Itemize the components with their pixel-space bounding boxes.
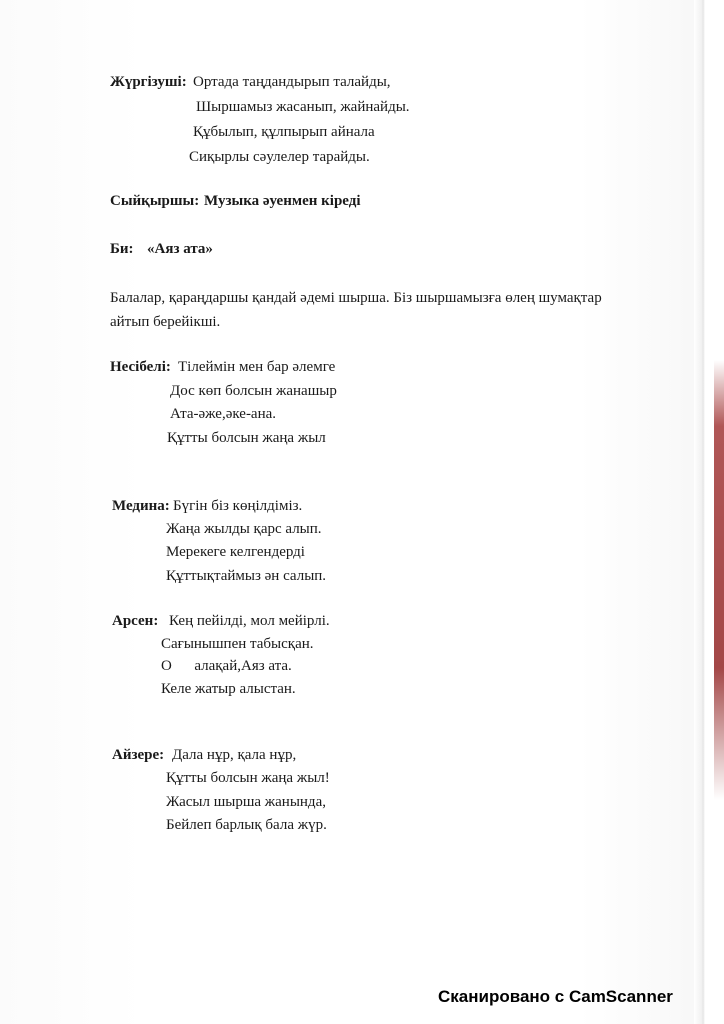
speaker-nesibeli: Несібелі:: [110, 359, 171, 375]
speaker-medina: Медина:: [112, 498, 170, 514]
verse-line: Дос көп болсын жанашыр: [170, 383, 337, 399]
speaker-zhurgizushi: Жүргізуші:: [110, 74, 187, 90]
verse-line: Бейлеп барлық бала жүр.: [166, 817, 327, 833]
verse-line: Жаңа жылды қарс алып.: [166, 521, 322, 537]
verse-line: Кең пейілді, мол мейірлі.: [169, 613, 330, 629]
intro-line: Балалар, қараңдаршы қандай әдемі шырша. Біз шыршамызға өлең шумақтар: [110, 290, 602, 306]
verse-line: Тілеймін мен бар әлемге: [178, 359, 336, 375]
verse-line: Бүгін біз көңілдіміз.: [173, 498, 303, 514]
verse-line: Құтты болсын жаңа жыл: [167, 430, 326, 446]
verse-line: Мерекеге келгендерді: [166, 544, 305, 560]
verse-line: Ата-әже,әке-ана.: [170, 406, 277, 422]
verse-line: Жасыл шырша жанында,: [166, 794, 326, 810]
verse-line: Дала нұр, қала нұр,: [172, 747, 297, 763]
verse-line: Ортада таңдандырып талайды,: [193, 74, 391, 90]
verse-line: О алақай,Аяз ата.: [161, 658, 292, 674]
intro-line: айтып берейікші.: [110, 314, 221, 330]
verse-line: Шыршамыз жасанып, жайнайды.: [196, 99, 410, 115]
verse-line: Құбылып, құлпырып айнала: [193, 124, 375, 140]
speaker-bi: Би:: [110, 241, 134, 257]
red-edge-mark: [714, 360, 724, 800]
verse-line: Құттықтаймыз ән салып.: [166, 568, 327, 584]
speaker-syikyrshy: Сыйқыршы:: [110, 193, 200, 209]
speaker-aizere: Айзере:: [112, 747, 165, 763]
camscanner-watermark: Сканировано с CamScanner: [438, 987, 673, 1006]
speaker-arsen: Арсен:: [112, 613, 159, 629]
verse-line: Келе жатыр алыстан.: [161, 681, 296, 697]
verse-line: Сағынышпен табысқан.: [161, 636, 314, 652]
dance-title: «Аяз ата»: [147, 241, 213, 257]
verse-line: Құтты болсын жаңа жыл!: [166, 770, 330, 786]
verse-line: Сиқырлы сәулелер тарайды.: [189, 149, 370, 165]
stage-direction: Музыка әуенмен кіреді: [204, 193, 361, 209]
